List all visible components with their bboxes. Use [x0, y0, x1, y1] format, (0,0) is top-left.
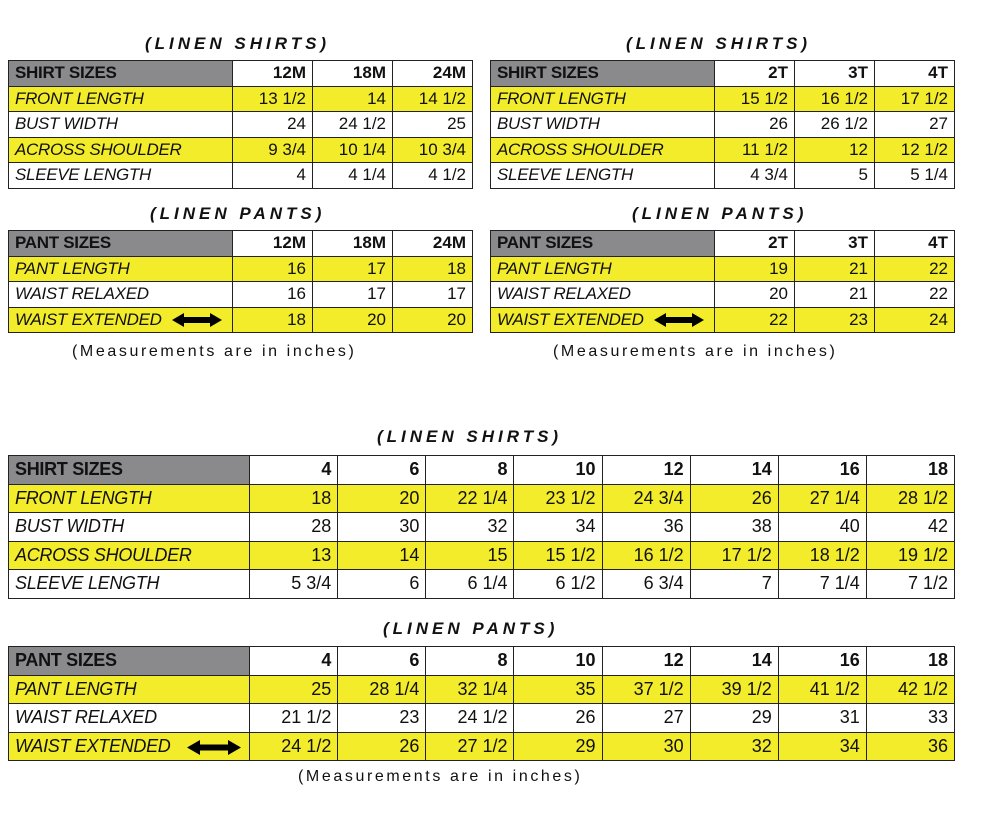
size-column-header: PANT SIZES — [9, 231, 233, 257]
cell: 11 1/2 — [715, 137, 795, 163]
row-label-with-arrow — [491, 307, 715, 333]
double-arrow-icon — [654, 313, 704, 327]
size-header: 2T — [715, 231, 795, 257]
cell: 7 1/4 — [778, 570, 866, 599]
row-label: ACROSS SHOULDER — [9, 541, 250, 570]
table-row — [491, 307, 955, 333]
row-label: PANT LENGTH — [9, 256, 233, 282]
cell: 18 — [233, 307, 313, 333]
size-column-header: PANT SIZES — [9, 647, 250, 676]
cell: 39 1/2 — [690, 675, 778, 704]
cell: 27 — [602, 704, 690, 733]
cell: 12 1/2 — [875, 137, 955, 163]
caption-shirts-kids: (LINEN SHIRTS) — [377, 427, 563, 446]
cell: 20 — [715, 282, 795, 308]
cell: 24 — [875, 307, 955, 333]
cell: 10 1/4 — [313, 137, 393, 163]
row-label: PANT LENGTH — [491, 256, 715, 282]
table-row — [491, 282, 955, 308]
caption-pants-toddler-a: (LINEN PANTS) — [150, 204, 326, 223]
table-row — [9, 137, 473, 163]
table-row — [9, 163, 473, 189]
cell: 33 — [866, 704, 954, 733]
size-header: 10 — [514, 456, 602, 485]
cell: 16 — [233, 256, 313, 282]
size-header: 16 — [778, 456, 866, 485]
row-label: SLEEVE LENGTH — [491, 163, 715, 189]
size-column-header: SHIRT SIZES — [9, 456, 250, 485]
cell: 13 1/2 — [233, 86, 313, 112]
cell: 21 — [795, 282, 875, 308]
cell: 17 — [313, 282, 393, 308]
size-header: 4 — [250, 647, 338, 676]
cell: 42 — [866, 513, 954, 542]
cell: 7 — [690, 570, 778, 599]
cell: 24 1/2 — [426, 704, 514, 733]
cell: 6 — [338, 570, 426, 599]
cell: 25 — [250, 675, 338, 704]
table-row — [9, 484, 955, 513]
cell: 42 1/2 — [866, 675, 954, 704]
size-header: 14 — [690, 647, 778, 676]
cell: 5 3/4 — [250, 570, 338, 599]
cell: 38 — [690, 513, 778, 542]
row-label: SLEEVE LENGTH — [9, 570, 250, 599]
cell: 19 1/2 — [866, 541, 954, 570]
size-header: 3T — [795, 231, 875, 257]
cell: 6 1/4 — [426, 570, 514, 599]
size-table-pants-kids — [8, 646, 955, 761]
cell: 25 — [393, 112, 473, 138]
size-header: 6 — [338, 647, 426, 676]
cell: 24 3/4 — [602, 484, 690, 513]
cell: 22 — [715, 307, 795, 333]
cell: 17 1/2 — [875, 86, 955, 112]
table-row — [491, 86, 955, 112]
cell: 32 — [690, 732, 778, 761]
cell: 14 1/2 — [393, 86, 473, 112]
double-arrow-icon — [172, 313, 222, 327]
row-label: SLEEVE LENGTH — [9, 163, 233, 189]
cell: 17 — [313, 256, 393, 282]
cell: 23 1/2 — [514, 484, 602, 513]
table-row — [9, 112, 473, 138]
cell: 37 1/2 — [602, 675, 690, 704]
row-label: WAIST EXTENDED — [15, 735, 171, 756]
cell: 19 — [715, 256, 795, 282]
cell: 28 1/4 — [338, 675, 426, 704]
cell: 27 1/2 — [426, 732, 514, 761]
table-row — [9, 732, 955, 761]
size-table-pants-toddler-a — [8, 230, 473, 333]
double-arrow-icon — [187, 740, 241, 755]
cell: 15 1/2 — [514, 541, 602, 570]
size-column-header: PANT SIZES — [491, 231, 715, 257]
table-row — [9, 86, 473, 112]
cell: 29 — [690, 704, 778, 733]
row-label: ACROSS SHOULDER — [9, 137, 233, 163]
cell: 16 1/2 — [795, 86, 875, 112]
cell: 22 1/4 — [426, 484, 514, 513]
cell: 4 3/4 — [715, 163, 795, 189]
size-header: 14 — [690, 456, 778, 485]
row-label: BUST WIDTH — [491, 112, 715, 138]
row-label: FRONT LENGTH — [9, 86, 233, 112]
cell: 5 1/4 — [875, 163, 955, 189]
cell: 24 1/2 — [313, 112, 393, 138]
table-row — [9, 541, 955, 570]
row-label: WAIST RELAXED — [491, 282, 715, 308]
size-header: 3T — [795, 61, 875, 87]
cell: 20 — [393, 307, 473, 333]
cell: 5 — [795, 163, 875, 189]
cell: 31 — [778, 704, 866, 733]
table-header-row — [9, 456, 955, 485]
table-header-row — [491, 61, 955, 87]
row-label: BUST WIDTH — [9, 112, 233, 138]
row-label: PANT LENGTH — [9, 675, 250, 704]
size-header: 18 — [866, 456, 954, 485]
cell: 24 1/2 — [250, 732, 338, 761]
size-header: 4T — [875, 61, 955, 87]
table-row — [9, 307, 473, 333]
cell: 28 1/2 — [866, 484, 954, 513]
row-label: WAIST RELAXED — [9, 704, 250, 733]
table-row — [491, 137, 955, 163]
table-row — [491, 112, 955, 138]
caption-pants-kids: (LINEN PANTS) — [383, 619, 559, 638]
cell: 6 3/4 — [602, 570, 690, 599]
size-header: 6 — [338, 456, 426, 485]
table-row — [491, 256, 955, 282]
cell: 17 1/2 — [690, 541, 778, 570]
table-row — [9, 513, 955, 542]
cell: 35 — [514, 675, 602, 704]
cell: 26 1/2 — [795, 112, 875, 138]
size-header: 8 — [426, 647, 514, 676]
measurement-note: (Measurements are in inches) — [553, 343, 838, 360]
size-header: 24M — [393, 61, 473, 87]
size-header: 16 — [778, 647, 866, 676]
row-label: WAIST RELAXED — [9, 282, 233, 308]
cell: 20 — [338, 484, 426, 513]
size-header: 12M — [233, 61, 313, 87]
cell: 40 — [778, 513, 866, 542]
cell: 16 1/2 — [602, 541, 690, 570]
cell: 26 — [338, 732, 426, 761]
size-header: 12M — [233, 231, 313, 257]
size-header: 2T — [715, 61, 795, 87]
size-header: 18M — [313, 61, 393, 87]
cell: 36 — [602, 513, 690, 542]
table-header-row — [491, 231, 955, 257]
cell: 29 — [514, 732, 602, 761]
cell: 28 — [250, 513, 338, 542]
table-header-row — [9, 231, 473, 257]
cell: 4 — [233, 163, 313, 189]
size-header: 12 — [602, 647, 690, 676]
cell: 27 — [875, 112, 955, 138]
caption-shirts-toddler-a: (LINEN SHIRTS) — [145, 34, 331, 53]
cell: 21 — [795, 256, 875, 282]
measurement-note: (Measurements are in inches) — [72, 343, 357, 360]
cell: 10 3/4 — [393, 137, 473, 163]
cell: 6 1/2 — [514, 570, 602, 599]
cell: 24 — [233, 112, 313, 138]
cell: 32 — [426, 513, 514, 542]
cell: 26 — [514, 704, 602, 733]
table-header-row — [9, 647, 955, 676]
cell: 21 1/2 — [250, 704, 338, 733]
size-header: 24M — [393, 231, 473, 257]
row-label: WAIST EXTENDED — [497, 309, 644, 329]
cell: 15 1/2 — [715, 86, 795, 112]
cell: 17 — [393, 282, 473, 308]
cell: 13 — [250, 541, 338, 570]
size-header: 4T — [875, 231, 955, 257]
cell: 23 — [795, 307, 875, 333]
cell: 27 1/4 — [778, 484, 866, 513]
size-column-header: SHIRT SIZES — [9, 61, 233, 87]
table-header-row — [9, 61, 473, 87]
cell: 4 1/4 — [313, 163, 393, 189]
caption-shirts-toddler-b: (LINEN SHIRTS) — [626, 34, 812, 53]
table-row — [9, 256, 473, 282]
cell: 18 — [250, 484, 338, 513]
size-header: 10 — [514, 647, 602, 676]
row-label: BUST WIDTH — [9, 513, 250, 542]
cell: 4 1/2 — [393, 163, 473, 189]
row-label: FRONT LENGTH — [9, 484, 250, 513]
size-table-shirts-toddler-b — [490, 60, 955, 189]
table-row — [9, 570, 955, 599]
table-row — [9, 675, 955, 704]
cell: 22 — [875, 282, 955, 308]
row-label: FRONT LENGTH — [491, 86, 715, 112]
size-header: 8 — [426, 456, 514, 485]
cell: 9 3/4 — [233, 137, 313, 163]
table-row — [9, 282, 473, 308]
cell: 16 — [233, 282, 313, 308]
row-label: WAIST EXTENDED — [15, 309, 162, 329]
cell: 20 — [313, 307, 393, 333]
table-row — [491, 163, 955, 189]
size-column-header: SHIRT SIZES — [491, 61, 715, 87]
cell: 14 — [313, 86, 393, 112]
caption-pants-toddler-b: (LINEN PANTS) — [632, 204, 808, 223]
cell: 30 — [602, 732, 690, 761]
size-table-shirts-toddler-a — [8, 60, 473, 189]
cell: 23 — [338, 704, 426, 733]
cell: 15 — [426, 541, 514, 570]
cell: 18 1/2 — [778, 541, 866, 570]
size-table-pants-toddler-b — [490, 230, 955, 333]
size-header: 18M — [313, 231, 393, 257]
size-header: 12 — [602, 456, 690, 485]
cell: 30 — [338, 513, 426, 542]
cell: 36 — [866, 732, 954, 761]
cell: 18 — [393, 256, 473, 282]
cell: 12 — [795, 137, 875, 163]
cell: 34 — [778, 732, 866, 761]
cell: 32 1/4 — [426, 675, 514, 704]
row-label-with-arrow — [9, 732, 250, 761]
size-table-shirts-kids — [8, 455, 955, 599]
cell: 34 — [514, 513, 602, 542]
row-label: ACROSS SHOULDER — [491, 137, 715, 163]
row-label-with-arrow — [9, 307, 233, 333]
cell: 41 1/2 — [778, 675, 866, 704]
size-header: 18 — [866, 647, 954, 676]
cell: 22 — [875, 256, 955, 282]
cell: 26 — [715, 112, 795, 138]
cell: 26 — [690, 484, 778, 513]
measurement-note: (Measurements are in inches) — [298, 768, 583, 785]
cell: 14 — [338, 541, 426, 570]
cell: 7 1/2 — [866, 570, 954, 599]
table-row — [9, 704, 955, 733]
size-header: 4 — [250, 456, 338, 485]
